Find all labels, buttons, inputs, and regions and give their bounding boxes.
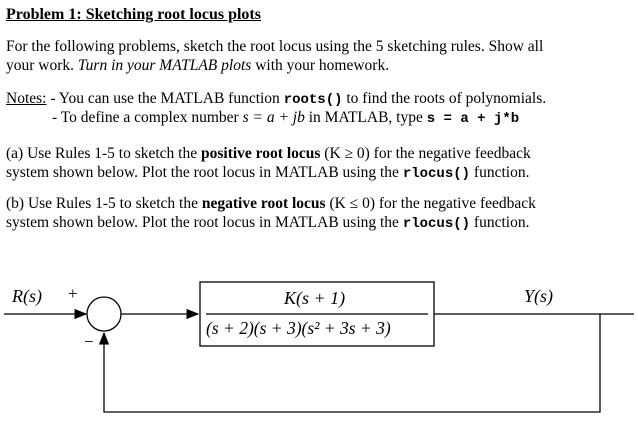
tf-numerator: K(s + 1) (284, 288, 346, 308)
part-b-line-1 (6, 195, 536, 213)
notes-line-2 (52, 109, 519, 128)
part-b-text-1a: (b) Use Rules 1-5 to sketch the (6, 195, 202, 212)
part-a-text-1a: (a) Use Rules 1-5 to sketch the (6, 145, 201, 162)
block-diagram (0, 262, 638, 426)
part-a-text-1b: (K ≥ 0) for the negative feedback (320, 145, 531, 162)
intro-line-2 (6, 57, 389, 75)
rlocus-code-b: rlocus() (402, 216, 471, 232)
notes-text-2a: - To define a complex number (52, 109, 243, 126)
summing-junction (87, 297, 121, 331)
notes-text-1a: - You can use the MATLAB function (46, 90, 284, 107)
part-b-line-2 (6, 214, 529, 233)
tf-denominator: (s + 2)(s + 3)(s² + 3s + 3) (206, 318, 391, 338)
rlocus-code-a: rlocus() (402, 166, 471, 182)
part-a-line-2 (6, 164, 529, 183)
part-a-text-2b: function. (470, 164, 530, 181)
notes-text-2b: in MATLAB, type (304, 109, 427, 126)
part-a-bold: positive root locus (201, 145, 321, 162)
input-label: R(s) (12, 286, 42, 306)
roots-code: roots() (283, 92, 343, 108)
intro-text-2a: your work. (6, 57, 78, 74)
intro-line-1 (6, 38, 543, 56)
plus-sign: + (68, 284, 78, 303)
complex-code: s = a + j*b (426, 111, 520, 127)
output-label: Y(s) (524, 286, 554, 306)
notes-line-1 (6, 90, 546, 109)
minus-sign: − (84, 332, 94, 351)
notes-text-1b: to find the roots of polynomials. (342, 90, 547, 107)
part-a-line-1 (6, 145, 531, 163)
intro-emphasis: Turn in your MATLAB plots (77, 57, 252, 74)
intro-text-1: For the following problems, sketch the root locus using the 5 sketching rules. Show all (6, 38, 544, 55)
part-b-text-1b: (K ≤ 0) for the negative feedback (325, 195, 536, 212)
complex-number-math: s = a + jb (242, 109, 305, 126)
part-b-text-2a: system shown below. Plot the root locus in MATLAB using the (6, 214, 403, 231)
notes-label: Notes: (6, 90, 47, 107)
part-b-text-2b: function. (470, 214, 530, 231)
intro-text-2c: with your homework. (251, 57, 390, 74)
part-a-text-2a: system shown below. Plot the root locus in MATLAB using the (6, 164, 403, 181)
part-b-bold: negative root locus (201, 195, 326, 212)
problem-title: Problem 1: Sketching root locus plots (6, 6, 261, 23)
